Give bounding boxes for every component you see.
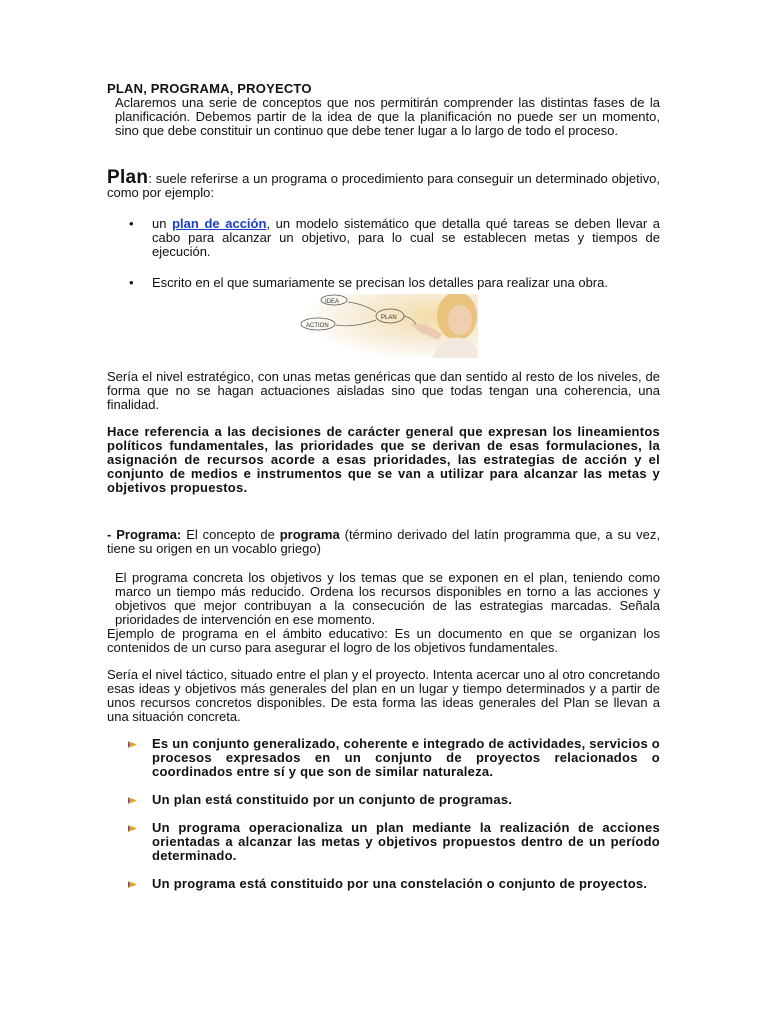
arrow-bullet-icon	[128, 796, 138, 805]
plan-referencia-paragraph: Hace referencia a las decisiones de carácter general que expresan los lineamientos políticos fundamentales, las prioridades que se derivan de esas formulaciones, la asignación de recursos acorde a esas prioridades, las estrategias de acción y el conjunto de medios e instrumentos que se van a utilizar para alcanzar las metas y objetivos propuestos.	[107, 424, 660, 495]
plan-definition-text: : suele referirse a un programa o procedimiento para conseguir un determinado objetivo, como por ejemplo:	[107, 171, 660, 200]
idea-label: IDEA	[325, 299, 340, 305]
programa-nivel-paragraph: Sería el nivel táctico, situado entre el plan y el proyecto. Intenta acercar uno al otro concretando esas ideas y objetivos más generales del plan en un lugar y tiempo determinados y a partir de unos recursos concretos disponibles. De esta forma las ideas generales del Plan se llevan a una situación concreta.	[107, 667, 660, 724]
bullet-dot-icon: •	[129, 275, 134, 290]
programa-bullet-list	[107, 737, 660, 891]
arrow-bullet-icon	[128, 880, 138, 889]
document-title: PLAN, PROGRAMA, PROYECTO	[107, 81, 312, 96]
programa-bullet-text: Es un conjunto generalizado, coherente e integrado de actividades, servicios o procesos expresados en un conjunto de proyectos relacionados o coordinados entre sí y que son de similar naturaleza.	[152, 736, 660, 779]
programa-ejemplo-paragraph: Ejemplo de programa en el ámbito educativo: Es un documento en que se organizan los contenidos de un curso para asegurar el logro de los objetivos fundamentales.	[107, 626, 660, 655]
arrow-bullet-icon	[128, 824, 138, 833]
plan-definition	[107, 167, 660, 200]
bullet-dot-icon: •	[129, 216, 134, 231]
plan-de-accion-link[interactable]: plan de acción	[172, 216, 267, 231]
plan-nivel-paragraph: Sería el nivel estratégico, con unas metas genéricas que dan sentido al resto de los niveles, de forma que no se hagan actuaciones aisladas sino que todas tengan una coherencia, una finalidad.	[107, 369, 660, 412]
programa-label: - Programa:	[107, 527, 182, 542]
list-item	[107, 877, 660, 891]
plan-heading-word: Plan	[107, 167, 149, 188]
list-item	[107, 793, 660, 807]
programa-bullet-text: Un programa operacionaliza un plan mediante la realización de acciones orientadas a alcanzar las metas y objetivos propuestos dentro de un período determinado.	[152, 820, 660, 863]
list-item	[107, 821, 660, 863]
programa-text-a: El concepto de	[181, 527, 280, 542]
programa-text-b: (término derivado del latín programma que, a su vez, tiene su origen en un vocablo griego)	[107, 527, 660, 556]
plan-illustration-image	[292, 294, 478, 358]
programa-bullet-text: Un plan está constituido por un conjunto de programas.	[152, 792, 513, 807]
programa-word: programa	[279, 527, 340, 542]
bullet-text: Escrito en el que sumariamente se precisan los detalles para realizar una obra.	[152, 275, 608, 290]
intro-paragraph: Aclaremos una serie de conceptos que nos permitirán comprender las distintas fases de la planificación. Debemos partir de la idea de que la planificación no puede ser un momento, sino que debe constituir un continuo que debe tener lugar a lo largo de todo el proceso.	[115, 95, 660, 138]
programa-concreta-paragraph: El programa concreta los objetivos y los temas que se exponen en el plan, teniendo como marco un tiempo más reducido. Ordena los recursos disponibles en torno a las acciones y objetivos que mejor contribuyan a la consecución de las estrategias marcadas. Señala prioridades de intervención en ese momento.	[115, 570, 660, 627]
action-label: ACTION	[306, 323, 329, 329]
programa-definition	[107, 528, 660, 556]
plan-label: PLAN	[381, 315, 397, 321]
list-item	[107, 737, 660, 779]
programa-bullet-text: Un programa está constituido por una constelación o conjunto de proyectos.	[152, 876, 648, 891]
bullet-prefix: un	[152, 216, 173, 231]
bullet-suffix: , un modelo sistemático que detalla qué tareas se deben llevar a cabo para alcanzar un objetivo, para lo cual se establecen metas y tiempos de ejecución.	[152, 216, 660, 259]
idea-plan-action-drawing-icon	[292, 294, 478, 358]
document-body	[107, 82, 660, 891]
list-item	[107, 276, 660, 290]
list-item	[107, 217, 660, 259]
plan-bullet-list	[107, 217, 660, 290]
arrow-bullet-icon	[128, 740, 138, 749]
